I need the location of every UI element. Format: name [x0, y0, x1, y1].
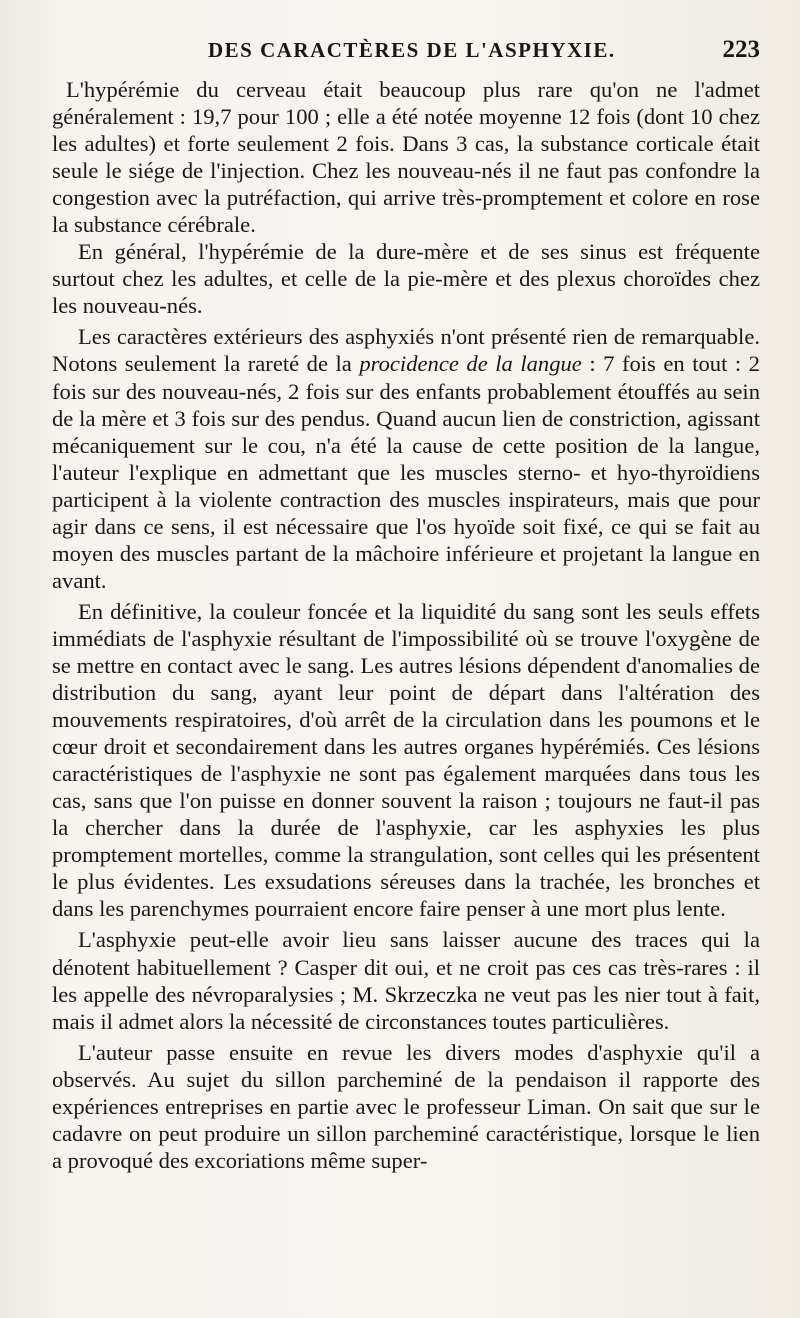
- paragraph-external-characters-part2: : 7 fois en tout : 2 fois sur des nouveau-nés, 2 fois sur des enfants probablement étouffés au sein de la mère et 3 fois sur des pendus.: [52, 351, 760, 431]
- paragraph-asphyxia-without-traces: L'asphyxie peut-elle avoir lieu sans laisser aucune des traces qui la dénotent habituellement ? Casper dit oui, et ne croit pas ces cas très-rares : il les appelle des névroparalysies ; M. Skrzeczka ne veut pas les nier tout à fait, mais il admet alors la nécessité de circonstances toutes particulières.: [52, 927, 760, 1034]
- paragraph-external-characters: [52, 323, 760, 593]
- running-title: DES CARACTÈRES DE L'ASPHYXIE.: [208, 38, 616, 62]
- body-text: [52, 76, 760, 1174]
- paragraph-modes-of-asphyxia: L'auteur passe ensuite en revue les divers modes d'asphyxie qu'il a observés. Au sujet du sillon parcheminé de la pendaison il rapporte des expériences entreprises en partie avec le professeur Liman. On sait que sur le cadavre on peut produire un sillon parcheminé caractéristique, lorsque le lien a provoqué des excoriations même super-: [52, 1039, 760, 1173]
- page-number: 223: [722, 36, 760, 63]
- paragraph-external-characters-part3: Quand aucun lien de constriction, agissant mécaniquement sur le cou, n'a été la cause de cette position de la langue, l'auteur l'explique en admettant que les muscles sterno- et hyo-thyroïdiens participent à la violente contraction des muscles inspirateurs, mais que pour agir dans ce sens, il est nécessaire que l'os hyoïde soit fixé, ce qui se fait au moyen des muscles partant de la mâchoire inférieure et projetant la langue en avant.: [52, 405, 760, 593]
- italic-term-procidence: procidence de la langue: [359, 351, 582, 377]
- paragraph-definitive-effects: En définitive, la couleur foncée et la liquidité du sang sont les seuls effets immédiats de l'asphyxie résultant de l'impossibilité où se trouve l'oxygène de se mettre en contact avec le sang. Les autres lésions dépendent d'anomalies de distribution du sang, ayant leur point de départ dans l'altération des mouvements respiratoires, d'où arrêt de la circulation dans les poumons et le cœur droit et secondairement dans les autres organes hypérémiés. Ces lésions caractéristiques de l'asphyxie ne sont pas également marquées dans tous les cas, sans que l'on puisse en donner souvent la raison ; toujours ne faut-il pas la chercher dans la durée de l'asphyxie, car les asphyxies les plus promptement mortelles, comme la strangulation, sont celles qui les présentent le plus évidentes. Les exsudations séreuses dans la trachée, les bronches et dans les parenchymes pourraient encore faire penser à une mort plus lente.: [52, 598, 760, 922]
- paragraph-cerebral-hyperemia: L'hypérémie du cerveau était beaucoup plus rare qu'on ne l'admet généralement : 19,7 pour 100 ; elle a été notée moyenne 12 fois (dont 10 chez les adultes) et forte seulement 2 fois. Dans 3 cas, la substance corticale était seule le siége de l'injection. Chez les nouveau-nés il ne faut pas confondre la congestion avec la putréfaction, qui arrive très-promptement et colore en rose la substance cérébrale.: [52, 77, 760, 238]
- page-header: [48, 30, 760, 74]
- paragraph-external-characters-part1: Les caractères extérieurs des asphyxiés n'ont présenté rien de remarquable. Notons seulement la rareté de la: [52, 324, 760, 377]
- paragraph-dura-mater: En général, l'hypérémie de la dure-mère et de ses sinus est fréquente surtout chez les adultes, et celle de la pie-mère et des plexus choroïdes chez les nouveau-nés.: [52, 239, 760, 319]
